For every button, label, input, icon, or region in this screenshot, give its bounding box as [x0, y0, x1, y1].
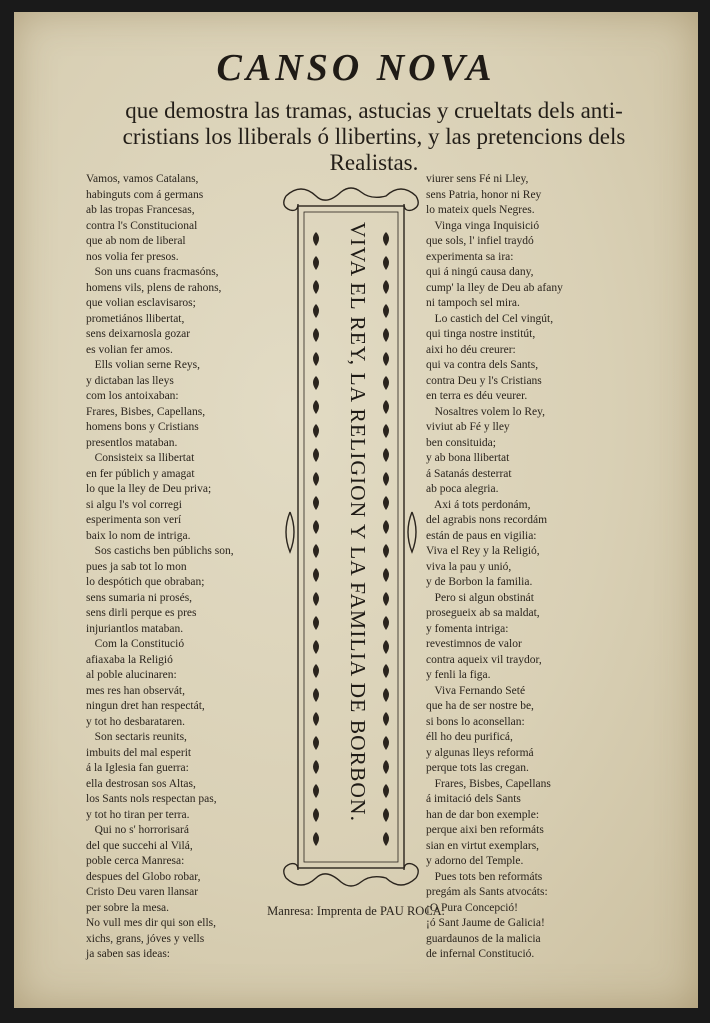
- verse-line: qui tinga nostre institút,: [426, 328, 536, 340]
- verse-line: injuriantlos mataban.: [86, 622, 184, 635]
- verse-line: despues del Globo robar,: [86, 870, 201, 883]
- verse-line: Cristo Deu varen llansar: [86, 886, 199, 898]
- verse-line: Viva el Rey y la Religió,: [426, 545, 540, 557]
- verse-line: del que succehi al Vilá,: [86, 839, 193, 852]
- verse-line: xichs, grans, jóves y vells: [86, 932, 205, 945]
- verse-line: guardaunos de la malicia: [426, 932, 541, 945]
- verse-line: homens vils, plens de rahons,: [86, 281, 222, 294]
- verse-line: ella destrosan sos Altas,: [86, 777, 196, 790]
- verse-line: pues ja sab tot lo mon: [86, 560, 187, 573]
- verse-line: sens Patria, honor ni Rey: [426, 188, 542, 201]
- verse-line: ab las tropas Francesas,: [86, 204, 195, 216]
- verse-line: perque tots las cregan.: [426, 762, 529, 774]
- verse-line: si algu l's vol corregi: [86, 498, 182, 511]
- verse-line: Vamos, vamos Catalans,: [86, 173, 199, 185]
- verse-line: á Satanás desterrat: [426, 467, 512, 480]
- verse-line: si bons lo aconsellan:: [426, 715, 525, 728]
- verse-line: Lo castich del Cel vingút,: [426, 312, 554, 325]
- verse-line: Son sectaris reunits,: [86, 731, 187, 743]
- verse-line: que volian esclavisaros;: [86, 297, 196, 309]
- verse-line: afiaxaba la Religió: [86, 653, 173, 666]
- verse-line: viva la pau y unió,: [426, 560, 512, 573]
- banner-text-frame: [276, 182, 426, 892]
- verse-line: Consisteix sa llibertat: [86, 452, 195, 464]
- verse-line: lo mateix quels Negres.: [426, 204, 535, 216]
- verse-line: ben consituida;: [426, 436, 496, 449]
- verse-line: éll ho deu purificá,: [426, 731, 513, 743]
- verse-line: presentlos mataban.: [86, 436, 178, 449]
- verse-line: Vinga vinga Inquisició: [426, 219, 540, 232]
- verse-line: viviut ab Fé y lley: [426, 421, 510, 433]
- verse-line: Axi á tots perdonám,: [426, 498, 531, 511]
- verse-line: cump' la lley de Deu ab afany: [426, 281, 563, 294]
- verse-line: y dictaban las lleys: [86, 374, 174, 387]
- verse-line: contra Deu y l's Cristians: [426, 374, 542, 387]
- verse-line: per sobre la mesa.: [86, 901, 170, 914]
- verse-line: revestimnos de valor: [426, 638, 522, 650]
- verse-line: qui á ningú causa dany,: [426, 266, 534, 278]
- verse-line: y fomenta intriga:: [426, 622, 509, 635]
- verse-line: de infernal Constitució.: [426, 948, 535, 960]
- verse-line: perque aixi ben reformáts: [426, 824, 544, 836]
- page-title: CANSO NOVA: [216, 47, 496, 89]
- verse-line: Pues tots ben reformáts: [426, 870, 543, 883]
- verse-line: sens deixarnosla gozar: [86, 328, 191, 340]
- verse-line: en terra es déu veurer.: [426, 390, 528, 402]
- verse-line: que sols, l' infiel traydó: [426, 235, 534, 247]
- verse-line: ja saben sas ideas:: [86, 948, 170, 960]
- verse-line: á la Iglesia fan guerra:: [86, 762, 189, 774]
- verse-line: ¡ó Sant Jaume de Galicia!: [426, 917, 545, 929]
- verse-line: al poble alucinaren:: [86, 669, 177, 681]
- verse-line: Son uns cuans fracmasóns,: [86, 266, 219, 278]
- verse-line: del agrabis nons recordám: [426, 514, 548, 526]
- verse-line: contra aqueix vil traydor,: [426, 653, 542, 666]
- verse-line: imbuits del mal esperit: [86, 746, 192, 759]
- verse-line: baix lo nom de intriga.: [86, 529, 191, 542]
- verse-line: Viva Fernando Seté: [426, 684, 526, 697]
- verse-line: experimenta sa ira:: [426, 250, 514, 263]
- verse-line: esperimenta son verí: [86, 514, 182, 526]
- verse-line: Com la Constitució: [86, 638, 185, 650]
- verse-line: viurer sens Fé ni Lley,: [426, 173, 529, 185]
- verse-line: los Sants nols respectan pas,: [86, 793, 217, 805]
- verse-line: No vull mes dir qui son ells,: [86, 917, 217, 929]
- verse-line: qui va contra dels Sants,: [426, 359, 539, 371]
- verse-line: á imitació dels Sants: [426, 793, 521, 805]
- verse-line: y ab bona llibertat: [426, 452, 510, 464]
- printer-imprint: Manresa: Imprenta de PAU ROCA.: [267, 904, 445, 918]
- banner-text: VIVA EL REY, LA RELIGION Y LA FAMILIA DE BORBON.: [346, 222, 370, 808]
- right-verse-column: [426, 172, 626, 963]
- verse-line: Nosaltres volem lo Rey,: [426, 405, 546, 418]
- verse-line: que ha de ser nostre be,: [426, 700, 534, 712]
- ornamental-banner: [276, 182, 426, 892]
- verse-line: sian en virtut exemplars,: [426, 839, 540, 852]
- verse-line: prometiános llibertat,: [86, 312, 185, 325]
- verse-line: y adorno del Temple.: [426, 855, 524, 867]
- left-verse-column: [86, 172, 286, 963]
- verse-line: Pero si algun obstinát: [426, 591, 534, 604]
- verse-line: lo que la lley de Deu priva;: [86, 483, 212, 495]
- verse-line: prosegueix ab sa maldat,: [426, 607, 540, 619]
- verse-line: y tot ho tiran per terra.: [86, 808, 190, 821]
- verse-line: habinguts com á germans: [86, 188, 204, 201]
- verse-line: sens dirli perque es pres: [86, 607, 197, 619]
- verse-line: com los antoixaban:: [86, 390, 179, 402]
- verse-line: han de dar bon exemple:: [426, 808, 540, 821]
- verse-line: están de paus en vigilia:: [426, 529, 537, 542]
- verse-line: y tot ho desbarataren.: [86, 715, 185, 728]
- verse-line: en fer públich y amagat: [86, 467, 195, 480]
- verse-line: contra l's Constitucional: [86, 219, 198, 232]
- page-subtitle: que demostra las tramas, astucias y crueltats dels anti-cristians los lliberals ó llibertins, y las pretencions dels Realistas.: [122, 98, 626, 175]
- verse-line: ni tampoch sel mira.: [426, 297, 520, 309]
- verse-line: ¡O Pura Concepció!: [426, 901, 518, 914]
- verse-line: sens sumaria ni prosés,: [86, 591, 193, 604]
- verse-line: mes res han observát,: [86, 684, 185, 697]
- verse-line: ab poca alegria.: [426, 483, 499, 495]
- verse-line: pregám als Sants atvocáts:: [426, 886, 548, 898]
- verse-line: homens bons y Cristians: [86, 421, 199, 433]
- verse-line: Frares, Bisbes, Capellans: [426, 777, 551, 790]
- broadside-sheet: [14, 12, 698, 1008]
- verse-line: lo despótich que obraban;: [86, 576, 205, 588]
- verse-line: y de Borbon la familia.: [426, 576, 533, 588]
- verse-line: poble cerca Manresa:: [86, 855, 185, 867]
- verse-line: Qui no s' horrorisará: [86, 824, 189, 836]
- verse-line: Sos castichs ben públichs son,: [86, 545, 234, 557]
- verse-line: nos volia fer presos.: [86, 250, 179, 263]
- verse-line: y fenli la figa.: [426, 669, 491, 681]
- verse-line: ningun dret han respectát,: [86, 700, 205, 712]
- verse-line: y algunas lleys reformá: [426, 746, 534, 759]
- verse-line: es volian fer amos.: [86, 343, 173, 356]
- verse-line: aixi ho déu creurer:: [426, 343, 516, 356]
- verse-line: que ab nom de liberal: [86, 235, 186, 247]
- verse-line: Frares, Bisbes, Capellans,: [86, 405, 206, 418]
- verse-line: Ells volian serne Reys,: [86, 359, 201, 371]
